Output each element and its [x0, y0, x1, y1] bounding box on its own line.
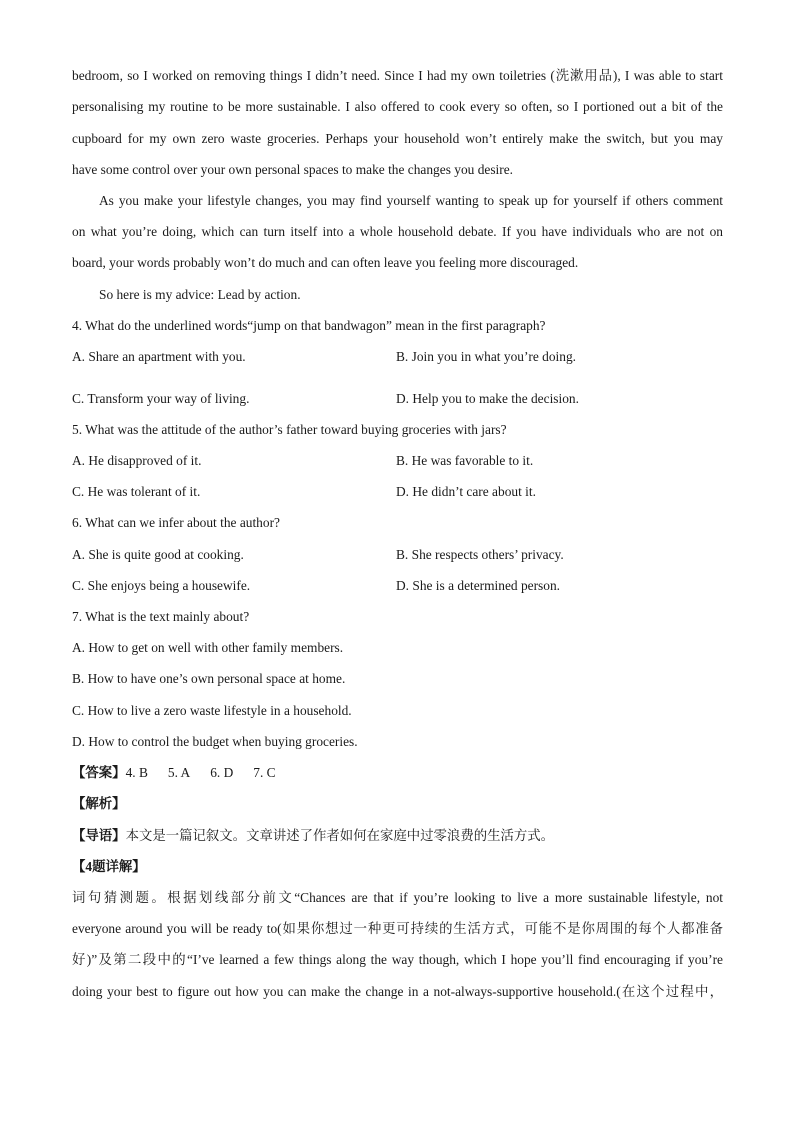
answer-item: 6. D: [210, 765, 234, 780]
passage-line: have some control over your own personal spaces to make the changes you desire.: [72, 162, 514, 177]
question-option: D. How to control the budget when buying groceries.: [72, 734, 358, 749]
question-option: D. He didn’t care about it.: [396, 484, 536, 499]
answer-item: 7. C: [253, 765, 276, 780]
question-stem: 4. What do the underlined words“jump on that bandwagon” mean in the first paragraph?: [72, 318, 546, 333]
question-option: A. He disapproved of it.: [72, 453, 202, 468]
question-option: A. How to get on well with other family members.: [72, 640, 344, 655]
question-stem: 5. What was the attitude of the author’s father toward buying groceries with jars?: [72, 422, 507, 437]
guide-line: [72, 827, 723, 845]
answer-line: [72, 764, 723, 782]
guide-label: 【导语】: [72, 828, 126, 843]
passage-line: bedroom, so I worked on removing things I didn’t need. Since I had my own toiletries (洗漱用品), I was able to start: [72, 68, 723, 83]
question-option: B. How to have one’s own personal space at home.: [72, 671, 346, 686]
question-option: C. She enjoys being a housewife.: [72, 578, 251, 593]
answer-item: 4. B: [125, 765, 148, 780]
question-option: C. How to live a zero waste lifestyle in a household.: [72, 703, 352, 718]
question-option: C. Transform your way of living.: [72, 391, 250, 406]
question-option: B. She respects others’ privacy.: [396, 547, 564, 562]
question-option: B. He was favorable to it.: [396, 453, 534, 468]
guide-text: 本文是一篇记叙文。文章讲述了作者如何在家庭中过零浪费的生活方式。: [125, 828, 555, 843]
passage-line: As you make your lifestyle changes, you may find yourself wanting to speak up for yourself if others comment: [99, 193, 723, 208]
passage-line: personalising my routine to be more sustainable. I also offered to cook every so often, so I portioned out a bit of the: [72, 99, 723, 114]
question-option: C. He was tolerant of it.: [72, 484, 201, 499]
question-option: B. Join you in what you’re doing.: [396, 349, 577, 364]
passage-line: So here is my advice: Lead by action.: [99, 287, 301, 302]
answer-item: 5. A: [167, 765, 191, 780]
question-option: A. She is quite good at cooking.: [72, 547, 244, 562]
analysis-line: everyone around you will be ready to(如果你想过一种更可持续的生活方式，可能不是你周围的每个人都准备: [72, 921, 723, 936]
question-option: D. She is a determined person.: [396, 578, 560, 593]
answer-label: 【答案】: [72, 765, 126, 780]
question-stem: 6. What can we infer about the author?: [72, 515, 280, 530]
question-option: D. Help you to make the decision.: [396, 391, 579, 406]
question-option: A. Share an apartment with you.: [72, 349, 246, 364]
passage-line: on what you’re doing, which can turn itself into a whole household debate. If you have individuals who are not on: [72, 224, 723, 239]
analysis-heading: 【解析】: [72, 796, 126, 811]
passage-line: board, your words probably won’t do much and can often leave you feeling more discouraged.: [72, 255, 579, 270]
question-stem: 7. What is the text mainly about?: [72, 609, 250, 624]
analysis-line: 好)”及第二段中的“I’ve learned a few things along the way though, which I hope you’ll find encouraging if you’re: [72, 952, 723, 967]
passage-line: cupboard for my own zero waste groceries. Perhaps your household won’t entirely make the switch, but you may: [72, 131, 723, 146]
analysis-line: 词句猜测题。根据划线部分前文“Chances are that if you’re looking to live a more sustainable lifestyle, not: [72, 890, 723, 905]
analysis-line: doing your best to figure out how you can make the change in a not-always-supportive household.(在这个过程中，: [72, 984, 723, 999]
q4-heading: 【4题详解】: [72, 859, 146, 874]
